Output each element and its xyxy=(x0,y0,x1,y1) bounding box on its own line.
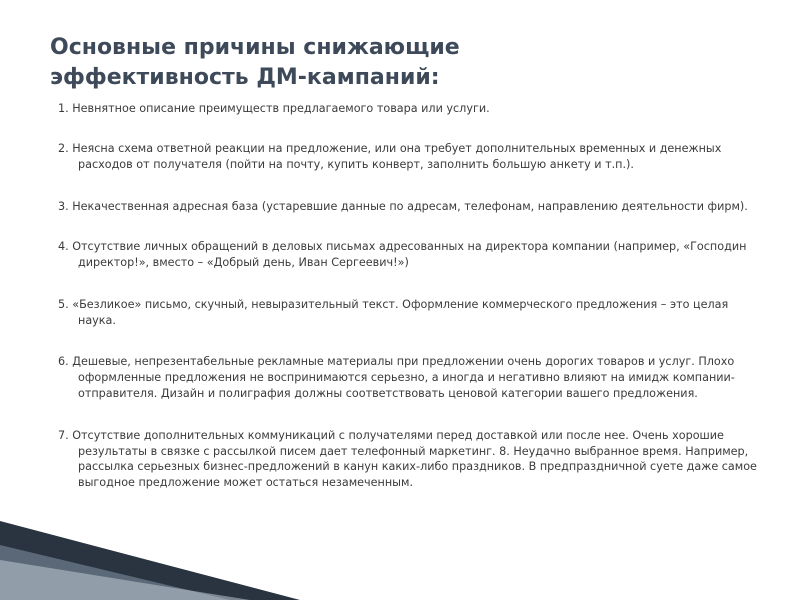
reason-item: 7. Отсутствие дополнительных коммуникаций с получателями перед доставкой или после нее. Очень хорошие результаты в связке с рассылкой писем дает телефонный маркетинг. 8. Неудачно выбранное время. Например, рассылка серьезных бизнес-предложений в канун каких-либо праздников. В предпраздничной суете даже самое выгодное предложение может остаться незамеченным. xyxy=(58,429,757,489)
corner-decoration-mid xyxy=(0,545,230,600)
slide-title xyxy=(50,33,750,93)
reason-item: 1. Невнятное описание преимуществ предлагаемого товара или услуги. xyxy=(58,102,490,115)
slide-title-line: эффективность ДМ-кампаний: xyxy=(50,65,440,90)
reasons-list xyxy=(58,101,758,490)
reason-item: 2. Неясна схема ответной реакции на предложение, или она требует дополнительных временных и денежных расходов от получателя (пойти на почту, купить конверт, заполнить большую анкету и т.п.). xyxy=(58,142,722,171)
reason-item: 4. Отсутствие личных обращений в деловых письмах адресованных на директора компании (например, «Господин директор!», вместо – «Добрый день, Иван Сергеевич!») xyxy=(58,240,747,269)
reason-item: 6. Дешевые, непрезентабельные рекламные материалы при предложении очень дорогих товаров и услуг. Плохо оформленные предложения не воспринимаются серьезно, а иногда и негативно влияют на имидж компании-отправителя. Дизайн и полиграфия должны соответствовать ценовой категории вашего предложения. xyxy=(58,355,735,400)
corner-decoration-light xyxy=(0,560,250,600)
reason-item: 5. «Безликое» письмо, скучный, невыразительный текст. Оформление коммерческого предложения – это целая наука. xyxy=(58,298,729,327)
slide-title-line: Основные причины снижающие xyxy=(50,35,460,60)
corner-decoration-dark xyxy=(0,521,300,600)
reason-item: 3. Некачественная адресная база (устаревшие данные по адресам, телефонам, направлению деятельности фирм). xyxy=(58,200,748,213)
